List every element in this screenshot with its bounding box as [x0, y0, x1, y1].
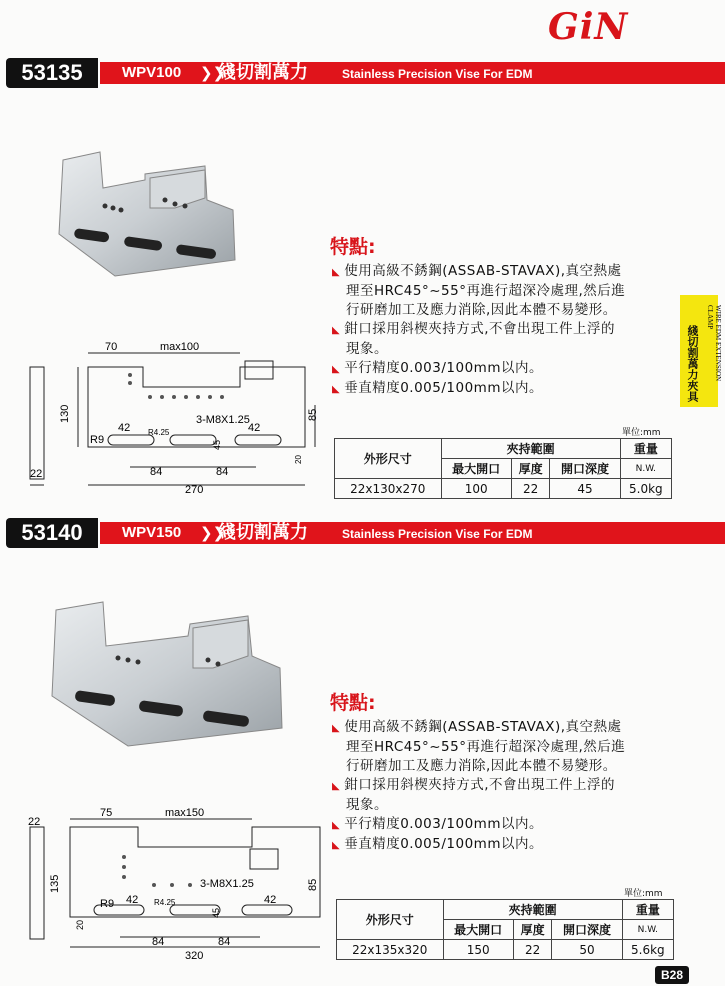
product-title-zh: 綫切割萬力 [218, 62, 308, 83]
feature-item: ◣ 平行精度0.003/100mm以内。 [332, 816, 543, 832]
triangle-bullet-icon: ◣ [332, 384, 341, 395]
dim-label: 22 [30, 468, 43, 480]
features-title: 特點: [330, 236, 376, 258]
features-list: ◣ 使用高級不銹鋼(ASSAB-STAVAX),真空熱處 理至HRC45°~55°再進行超深冷處理,然后進 行研磨加工及應力消除,因此本體不易變形。 ◣ 鉗口採用斜楔夾持方式,不會出現工件上浮的 現象。 ◣ 平行精度0.003/100mm以内。 ◣ 垂直精度0.005/100mm以内。 [332, 718, 672, 855]
feature-item: ◣ 垂直精度0.005/100mm以内。 [332, 836, 543, 852]
table-header: N.W. [620, 459, 671, 479]
dim-label: 84 [218, 936, 231, 948]
dim-label: 85 [307, 408, 319, 421]
dim-label: 75 [100, 807, 113, 819]
table-header: 厚度 [511, 459, 549, 479]
table-header: N.W. [622, 920, 673, 940]
dim-label: 42 [126, 894, 139, 906]
product-model: WPV100 [122, 64, 182, 81]
product-code: 53140 [6, 518, 98, 548]
feature-item: ◣ 使用高級不銹鋼(ASSAB-STAVAX),真空熱處 [332, 719, 622, 735]
table-header: 重量 [620, 439, 671, 459]
feature-item: ◣ 平行精度0.003/100mm以内。 [332, 360, 543, 376]
page-number: B28 [655, 966, 689, 984]
dim-label: max100 [160, 341, 200, 353]
dim-label: R9 [90, 434, 105, 446]
triangle-bullet-icon: ◣ [332, 781, 341, 792]
dim-label: 3-M8X1.25 [196, 414, 250, 426]
table-header: 夾持範圍 [441, 439, 620, 459]
dim-label: 85 [307, 878, 319, 891]
product-title-zh: 綫切割萬力 [218, 522, 308, 543]
triangle-bullet-icon: ◣ [332, 723, 341, 734]
product-code: 53135 [6, 58, 98, 88]
dim-label: 42 [118, 422, 131, 434]
table-header: 最大開口 [441, 459, 511, 479]
features-list: ◣ 使用高級不銹鋼(ASSAB-STAVAX),真空熱處 理至HRC45°~55°再進行超深冷處理,然后進 行研磨加工及應力消除,因此本體不易變形。 ◣ 鉗口採用斜楔夾持方式,不會出現工件上浮的 現象。 ◣ 平行精度0.003/100mm以内。 ◣ 垂直精度0.005/100mm以内。 [332, 262, 672, 399]
spec-table [334, 438, 672, 499]
product-title-en: Stainless Precision Vise For EDM [342, 67, 533, 81]
dim-label: R9 [100, 898, 115, 910]
unit-label: 單位:mm [624, 889, 663, 899]
dim-label: 3-M8X1.25 [200, 878, 254, 890]
dim-label: 84 [150, 466, 163, 478]
dim-label: 42 [248, 422, 261, 434]
chevron-icon: ❯❯ [200, 524, 226, 542]
side-tab: WIRE EDM EXTENSION CLAMP 綫切割萬力夾具 [680, 295, 718, 407]
product-header-bar [0, 518, 725, 548]
table-header: 夾持範圍 [443, 900, 622, 920]
table-row: 22x130x270 100 22 45 5.0kg [335, 479, 672, 499]
dim-label: max150 [165, 807, 205, 819]
product-photo [48, 598, 288, 748]
dim-label: 135 [49, 874, 61, 893]
table-header: 重量 [622, 900, 673, 920]
triangle-bullet-icon: ◣ [332, 325, 341, 336]
technical-drawing [20, 805, 330, 965]
table-header: 外形尺寸 [335, 439, 442, 479]
feature-item: ◣ 鉗口採用斜楔夾持方式,不會出現工件上浮的 [332, 777, 615, 793]
dim-label: 320 [185, 950, 204, 962]
table-header: 外形尺寸 [337, 900, 444, 940]
dim-label: 84 [152, 936, 165, 948]
table-row: 22x135x320 150 22 50 5.6kg [337, 940, 674, 960]
features-title: 特點: [330, 692, 376, 714]
brand-logo [548, 6, 688, 48]
table-header: 開口深度 [552, 920, 622, 940]
dim-label: R4.25 [148, 428, 170, 437]
dim-label: 130 [59, 404, 71, 423]
product-photo [55, 148, 245, 278]
product-model: WPV150 [122, 524, 182, 541]
triangle-bullet-icon: ◣ [332, 364, 341, 375]
technical-drawing [20, 335, 330, 495]
spec-table [336, 899, 674, 960]
triangle-bullet-icon: ◣ [332, 840, 341, 851]
dim-label: 20 [75, 919, 85, 930]
dim-label: 22 [28, 816, 41, 828]
dim-label: 70 [105, 341, 118, 353]
feature-item: ◣ 使用高級不銹鋼(ASSAB-STAVAX),真空熱處 [332, 263, 622, 279]
triangle-bullet-icon: ◣ [332, 267, 341, 278]
dim-label: 84 [216, 466, 229, 478]
table-header: 開口深度 [550, 459, 620, 479]
product-title-en: Stainless Precision Vise For EDM [342, 527, 533, 541]
dim-label: 45 [212, 439, 222, 450]
brand-logo-text: GiN [548, 6, 629, 48]
dim-label: 42 [264, 894, 277, 906]
dim-label: 270 [185, 484, 204, 495]
table-header: 厚度 [513, 920, 551, 940]
product-header-bar [0, 58, 725, 88]
dim-label: 20 [294, 455, 303, 464]
chevron-icon: ❯❯ [200, 64, 226, 82]
triangle-bullet-icon: ◣ [332, 820, 341, 831]
feature-item: ◣ 垂直精度0.005/100mm以内。 [332, 380, 543, 396]
dim-label: R4.25 [154, 898, 176, 907]
feature-item: ◣ 鉗口採用斜楔夾持方式,不會出現工件上浮的 [332, 321, 615, 337]
dim-label: 45 [211, 907, 221, 918]
table-header: 最大開口 [443, 920, 513, 940]
unit-label: 單位:mm [622, 428, 661, 438]
